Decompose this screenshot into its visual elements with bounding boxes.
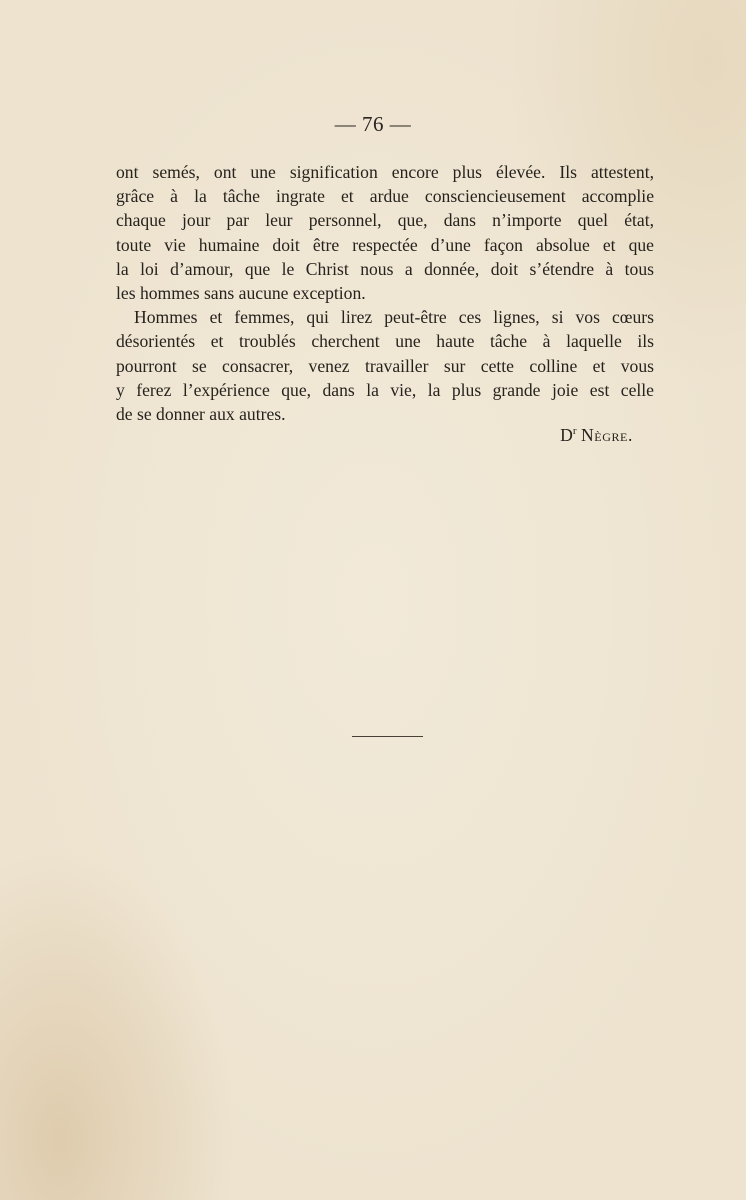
paragraph-1	[116, 160, 654, 305]
text-line: pourront se consacrer, venez travailler sur cette colline et vous	[116, 355, 654, 376]
text-line: Hommes et femmes, qui lirez peut-être ces lignes, si vos cœurs	[134, 307, 654, 328]
text-line: chaque jour par leur personnel, que, dans n’importe quel état,	[116, 210, 654, 231]
signature-name: Nègre.	[580, 425, 633, 445]
signature	[0, 425, 633, 446]
text-line: désorientés et troublés cherchent une haute tâche à laquelle ils	[116, 331, 654, 352]
body-text	[116, 160, 654, 426]
signature-title: D	[560, 425, 573, 445]
page-number: — 76 —	[334, 112, 412, 136]
closing-rule	[352, 736, 423, 737]
text-line: les hommes sans aucune exception.	[116, 283, 366, 304]
paragraph-2	[116, 305, 654, 426]
signature-title-superscript: r	[572, 425, 577, 438]
text-line: y ferez l’expérience que, dans la vie, la plus grande joie est celle	[116, 379, 654, 400]
text-line: grâce à la tâche ingrate et ardue consciencieusement accomplie	[116, 186, 654, 207]
text-line: la loi d’amour, que le Christ nous a donnée, doit s’étendre à tous	[116, 258, 654, 279]
text-line: ont semés, ont une signification encore plus élevée. Ils attestent,	[116, 162, 654, 182]
text-line: toute vie humaine doit être respectée d’une façon absolue et que	[116, 234, 654, 255]
text-line: de se donner aux autres.	[116, 404, 286, 425]
